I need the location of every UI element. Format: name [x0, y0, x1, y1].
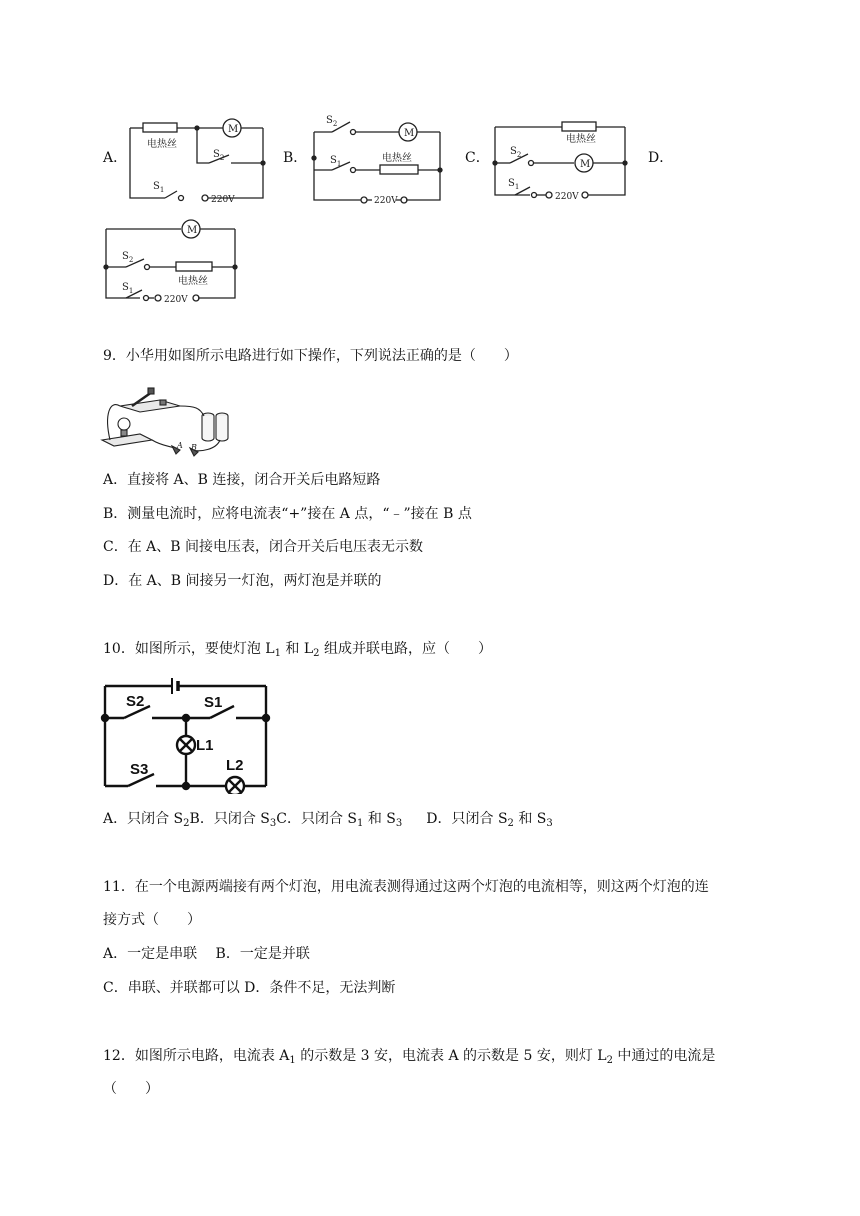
q10-question: 10．如图所示，要使灯泡 $L_1$ 和 $L_2$ 组成并联电路，应（ ） [103, 641, 492, 659]
q11-question-line1: 11．在一个电源两端接有两个灯泡，用电流表测得通过这两个灯泡的电流相等，则这两个灯泡的连 [103, 879, 709, 895]
switch-s1-label: $S_1$ [330, 155, 342, 168]
q8-circuit-a [125, 113, 270, 205]
heater-resistor [562, 122, 596, 131]
switch-s2-label: $S_2$ [213, 149, 225, 162]
knife-switch-board [120, 400, 180, 412]
heater-resistor [380, 165, 418, 174]
point-a-label: A [177, 441, 183, 450]
motor-label: M [187, 225, 198, 236]
heater-label: 电热丝 [178, 276, 208, 287]
heater-label: 电热丝 [147, 139, 177, 150]
point-b-label: B [191, 443, 197, 452]
q10-option-c: C．只闭合 $S_1$ 和 $S_3$ [276, 811, 403, 829]
motor-label: M [580, 159, 591, 170]
switch-s1-label: $S_1$ [153, 181, 165, 194]
q10-option-b: B．只闭合 $S_3$ [189, 811, 277, 829]
q11-question-line2: 接方式（ ） [103, 912, 201, 928]
bulb-icon [118, 418, 130, 430]
heater-label: 电热丝 [566, 134, 596, 145]
switch-s2-label: $S_2$ [122, 251, 134, 264]
q9-option-c: C．在 A、B 间接电压表，闭合开关后电压表无示数 [103, 539, 424, 555]
fig-label-s1: S1 [204, 694, 223, 711]
fig-label-l2: L2 [226, 757, 244, 774]
heater-label: 电热丝 [382, 153, 412, 164]
q9-question: 9．小华用如图所示电路进行如下操作，下列说法正确的是（ ） [103, 348, 518, 364]
q9-option-b: B．测量电流时，应将电流表“+”接在 A 点，“﹣”接在 B 点 [103, 506, 472, 522]
q11-options-row1: A．一定是串联 B．一定是并联 [103, 946, 310, 962]
q12-question-line1: 12．如图所示电路，电流表 $A_1$ 的示数是 3 安，电流表 A 的示数是 5 安，则灯 $L_2$ 中通过的电流是 [103, 1048, 716, 1066]
q8-circuit-c [490, 117, 635, 205]
q9-option-d: D．在 A、B 间接另一灯泡，两灯泡是并联的 [103, 573, 382, 589]
motor-label: M [228, 124, 239, 135]
q10-circuit-figure [100, 676, 272, 794]
motor-label: M [404, 128, 415, 139]
switch-s2-label: $S_2$ [510, 146, 522, 159]
switch-s2-label: $S_2$ [326, 115, 338, 128]
q8-option-c-label: C． [465, 150, 490, 166]
fig-label-s2: S2 [126, 693, 145, 710]
q10-option-d: D．只闭合 $S_2$ 和 $S_3$ [426, 811, 553, 829]
heater-resistor [143, 123, 177, 132]
q8-circuit-b [306, 110, 451, 206]
voltage-label: 220V [555, 192, 579, 202]
q8-option-d-label: D． [648, 150, 674, 166]
q9-physical-circuit-figure [100, 378, 232, 458]
switch-s1-label: $S_1$ [122, 282, 134, 295]
voltage-label: 220V [374, 196, 398, 206]
q11-options-row2: C．串联、并联都可以 D．条件不足，无法判断 [103, 980, 396, 996]
q10-options [103, 810, 553, 828]
q10-option-a: A．只闭合 $S_2$ [103, 811, 190, 829]
q8-circuit-d [98, 214, 243, 306]
q12-question-line2: （ ） [103, 1081, 159, 1097]
voltage-label: 220V [211, 195, 235, 205]
voltage-label: 220V [164, 295, 188, 305]
fig-label-l1: L1 [196, 737, 214, 754]
q8-option-b-label: B． [283, 150, 308, 166]
fig-label-s3: S3 [130, 761, 149, 778]
q8-option-a-label: A． [103, 150, 128, 166]
heater-resistor [176, 262, 212, 271]
switch-s1-label: $S_1$ [508, 178, 520, 191]
q9-option-a: A．直接将 A、B 连接，闭合开关后电路短路 [103, 472, 381, 488]
